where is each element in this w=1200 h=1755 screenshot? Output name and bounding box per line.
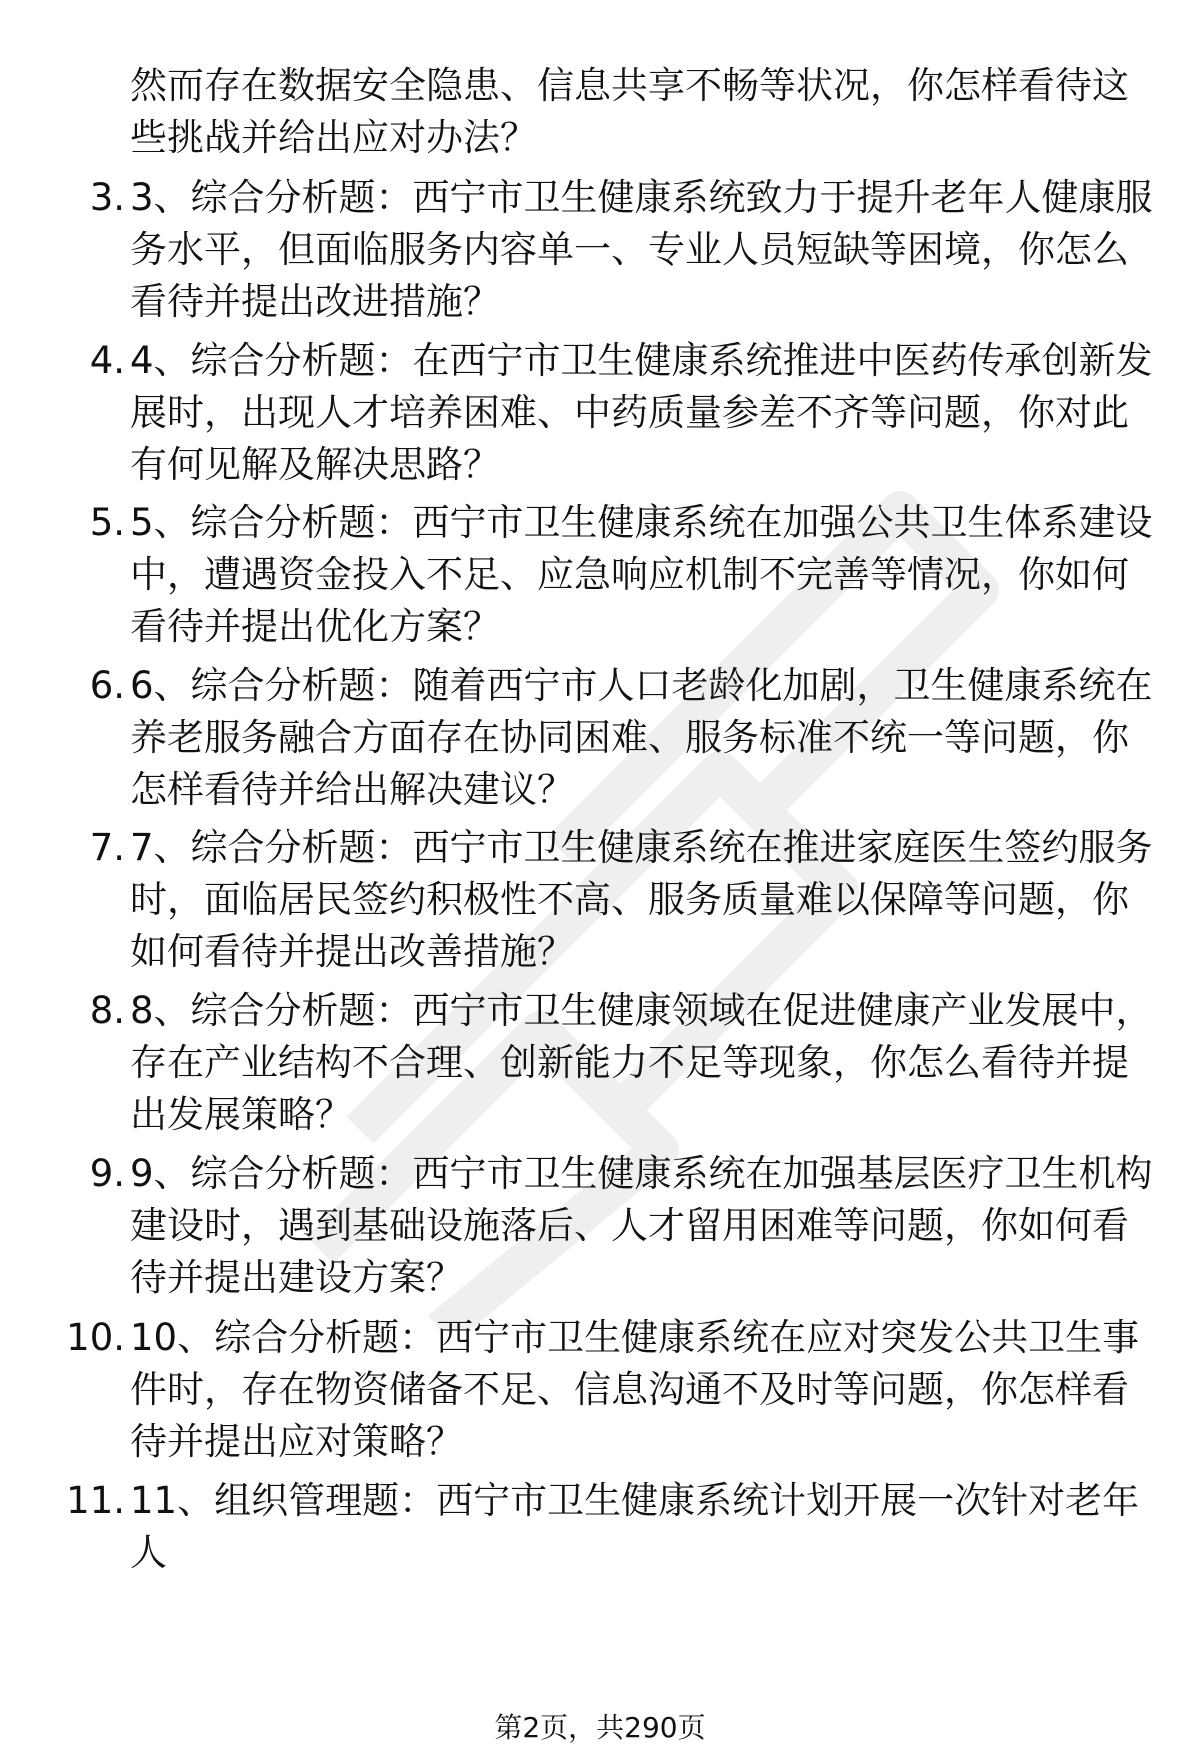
question-text: 7、综合分析题：西宁市卫生健康系统在推进家庭医生签约服务时，面临居民签约积极性不高、服务质量难以保障等问题，你如何看待并提出改善措施？ xyxy=(130,826,1153,973)
continuation-paragraph: 然而存在数据安全隐患、信息共享不畅等状况，你怎样看待这些挑战并给出应对办法？ xyxy=(130,64,1129,159)
list-number: 5. xyxy=(89,501,125,544)
list-number: 10. xyxy=(66,1316,125,1359)
page-footer: 第2页，共290页 xyxy=(494,1711,706,1744)
question-text: 8、综合分析题：西宁市卫生健康领域在促进健康产业发展中，存在产业结构不合理、创新能力不足等现象，你怎么看待并提出发展策略？ xyxy=(130,989,1153,1136)
question-text: 3、综合分析题：西宁市卫生健康系统致力于提升老年人健康服务水平，但面临服务内容单一、专业人员短缺等困境，你怎么看待并提出改进措施？ xyxy=(130,176,1153,323)
list-number: 8. xyxy=(89,989,125,1032)
question-text: 9、综合分析题：西宁市卫生健康系统在加强基层医疗卫生机构建设时，遇到基础设施落后、人才留用困难等问题，你如何看待并提出建设方案？ xyxy=(130,1152,1153,1299)
list-number: 11. xyxy=(66,1479,125,1522)
question-text: 11、组织管理题：西宁市卫生健康系统计划开展一次针对老年人 xyxy=(130,1479,1140,1574)
question-text: 10、综合分析题：西宁市卫生健康系统在应对突发公共卫生事件时，存在物资储备不足、信息沟通不及时等问题，你怎样看待并提出应对策略？ xyxy=(130,1316,1140,1463)
question-text: 5、综合分析题：西宁市卫生健康系统在加强公共卫生体系建设中，遭遇资金投入不足、应急响应机制不完善等情况，你如何看待并提出优化方案？ xyxy=(130,501,1153,648)
list-number: 3. xyxy=(89,176,125,219)
question-text: 6、综合分析题：随着西宁市人口老龄化加剧，卫生健康系统在养老服务融合方面存在协同困难、服务标准不统一等问题，你怎样看待并给出解决建议？ xyxy=(130,664,1153,811)
list-number: 9. xyxy=(89,1152,125,1195)
list-number: 4. xyxy=(89,339,125,382)
list-number: 6. xyxy=(89,664,125,707)
list-number: 7. xyxy=(89,826,125,869)
question-text: 4、综合分析题：在西宁市卫生健康系统推进中医药传承创新发展时，出现人才培养困难、中药质量参差不齐等问题，你对此有何见解及解决思路？ xyxy=(130,339,1153,486)
